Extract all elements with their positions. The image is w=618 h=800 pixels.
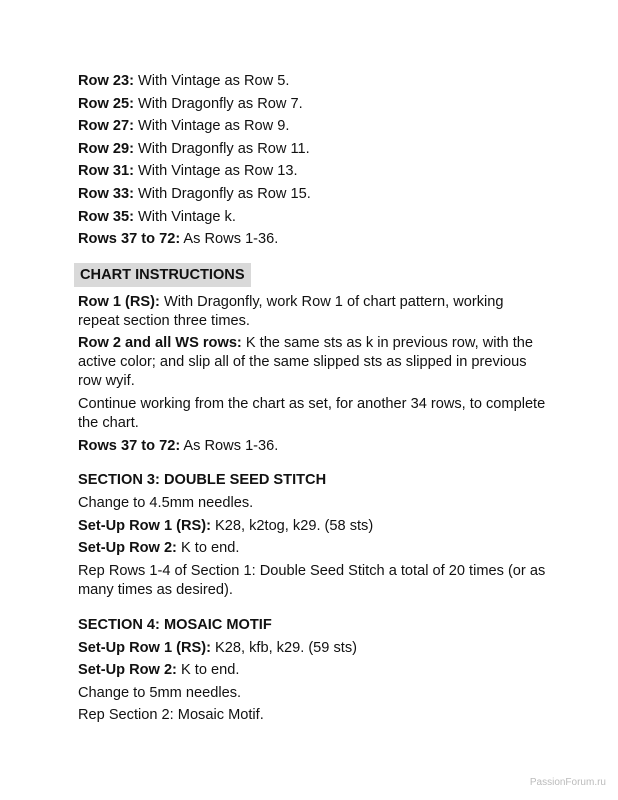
row-text: With Vintage as Row 5. [133,73,290,89]
paragraph-text: K28, kfb, k29. (59 sts) [210,639,357,656]
paragraph-text: Change to 4.5mm needles. [78,495,254,512]
paragraph-label: Set-Up Row 2: [78,540,177,557]
row-label: Row 23: [78,73,134,89]
rows-37-72-line [78,230,548,249]
rows-block [78,72,548,249]
row-label: Row 29: [78,140,134,157]
paragraph-text: K the same sts as k in previous row, with the active color; and slip all of the same slipped sts as slipped in previous row wyif. [78,335,533,390]
row-text: With Dragonfly as Row 15. [133,185,311,202]
row-label: Row 33: [78,185,134,202]
chart-instructions-section [78,263,548,456]
section-4 [78,616,548,726]
paragraph-label: Rows 37 to 72: [78,437,181,454]
row-text: As Rows 1-36. [180,231,279,248]
row-33-line [78,185,548,204]
section-3-paragraph [78,494,548,513]
row-label: Row 31: [78,163,134,180]
row-label: Row 35: [78,208,134,225]
paragraph-text: Continue working from the chart as set, for another 34 rows, to complete the chart. [78,395,546,431]
row-29-line [78,140,548,159]
section-3 [78,471,548,600]
paragraph-text: K to end. [176,662,240,679]
row-label: Rows 37 to 72: [78,231,181,248]
chart-instructions-heading: CHART INSTRUCTIONS [74,263,251,287]
paragraph-text: Rep Section 2: Mosaic Motif. [78,707,264,724]
paragraph-label: Row 1 (RS): [78,293,160,310]
pattern-page [78,72,548,729]
row-25-line [78,95,548,114]
watermark: PassionForum.ru [529,777,606,788]
row-27-line [78,117,548,136]
row-23-line [78,72,548,91]
row-text: With Vintage as Row 13. [133,163,298,180]
row-label: Row 27: [78,118,134,135]
chart-paragraph [78,293,548,331]
paragraph-label: Set-Up Row 1 (RS): [78,517,211,534]
section-3-paragraph [78,539,548,558]
section-4-heading: SECTION 4: MOSAIC MOTIF [78,616,272,633]
row-label: Row 25: [78,95,134,112]
row-31-line [78,162,548,181]
paragraph-text: Rep Rows 1-4 of Section 1: Double Seed Stitch a total of 20 times (or as many times as desired). [78,562,546,598]
paragraph-text: Change to 5mm needles. [78,684,242,701]
chart-paragraph [78,334,548,391]
section-3-paragraph [78,517,548,536]
section-3-paragraph [78,562,548,600]
section-4-paragraph [78,706,548,725]
paragraph-label: Row 2 and all WS rows: [78,335,242,352]
section-4-paragraph [78,684,548,703]
section-4-paragraph [78,639,548,658]
section-4-paragraph [78,661,548,680]
section-3-heading: SECTION 3: DOUBLE SEED STITCH [78,472,327,489]
row-text: With Vintage k. [133,208,236,225]
row-35-line [78,208,548,227]
paragraph-label: Set-Up Row 2: [78,662,177,679]
paragraph-text: K28, k2tog, k29. (58 sts) [210,517,374,534]
paragraph-label: Set-Up Row 1 (RS): [78,639,211,656]
paragraph-text: With Dragonfly, work Row 1 of chart pattern, working repeat section three times. [78,293,504,329]
row-text: With Dragonfly as Row 7. [133,95,303,112]
chart-paragraph [78,437,548,456]
paragraph-text: As Rows 1-36. [180,437,279,454]
chart-paragraph [78,395,548,433]
paragraph-text: K to end. [176,540,240,557]
row-text: With Dragonfly as Row 11. [133,140,310,157]
row-text: With Vintage as Row 9. [133,118,290,135]
